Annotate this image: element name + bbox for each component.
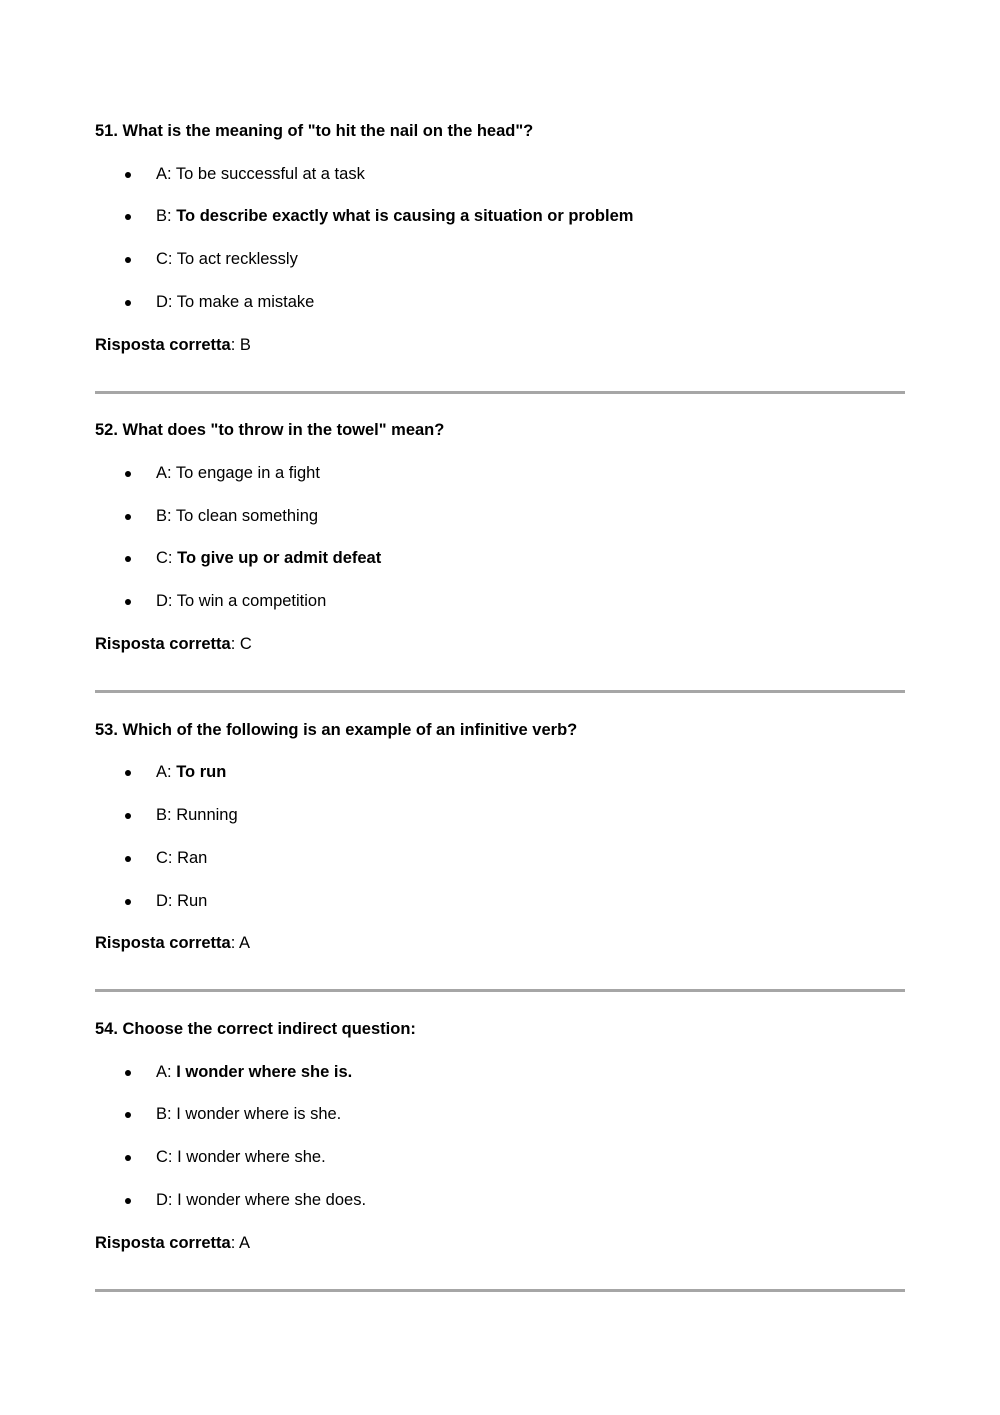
option-prefix: C: [156,549,178,567]
option-prefix: C: [156,1148,178,1166]
option-prefix: C: [156,849,178,867]
answer-separator: : [230,336,240,354]
divider [95,690,905,693]
bullet-icon [125,813,131,819]
answer-separator: : [230,934,239,952]
option-text: To be successful at a task [175,165,365,183]
option-text: To win a competition [176,592,327,610]
bullet-icon [125,1198,131,1204]
option-prefix: D: [156,1191,178,1209]
option-prefix: B: [156,1105,177,1123]
bullet-icon [125,214,131,220]
option-text: Ran [177,849,208,867]
answer-value: A [238,934,250,952]
option-text: I wonder where she. [177,1148,326,1166]
bullet-icon [125,599,131,605]
option-text-correct: To give up or admit defeat [177,549,382,567]
option-prefix: D: [156,592,177,610]
option-text-correct: To run [176,763,227,781]
answer-label: Risposta corretta [95,635,231,653]
correct-answer [95,933,250,953]
question-title: 53. Which of the following is an example of an infinitive verb? [95,721,578,739]
bullet-icon [125,172,131,178]
bullet-icon [125,471,131,477]
correct-answer [95,634,252,654]
answer-value: C [239,635,252,653]
question-title: 54. Choose the correct indirect question: [95,1020,416,1038]
bullet-icon [125,770,131,776]
option-text-correct: I wonder where she is. [176,1063,353,1081]
option-text: To act recklessly [176,250,298,268]
option-prefix: B: [156,507,176,525]
bullet-icon [125,514,131,520]
option-text-correct: To describe exactly what is causing a situation or problem [176,207,634,225]
option-prefix: A: [156,464,176,482]
bullet-icon [125,1155,131,1161]
option-prefix: B: [156,806,177,824]
option-prefix: A: [156,763,177,781]
option-text: I wonder where is she. [176,1105,342,1123]
bullet-icon [125,257,131,263]
answer-separator: : [230,635,240,653]
bullet-icon [125,1070,131,1076]
answer-separator: : [230,1234,239,1252]
bullet-icon [125,1112,131,1118]
answer-label: Risposta corretta [95,934,231,952]
option-text: I wonder where she does. [177,1191,367,1209]
option-prefix: A: [156,165,176,183]
question-title: 52. What does "to throw in the towel" mean? [95,421,445,439]
correct-answer [95,1233,250,1253]
answer-value: A [238,1234,250,1252]
option-prefix: C: [156,250,177,268]
correct-answer [95,335,251,355]
divider [95,391,905,394]
option-prefix: A: [156,1063,177,1081]
option-text: Run [177,892,208,910]
option-text: Running [176,806,238,824]
divider [95,1289,905,1292]
question-title: 51. What is the meaning of "to hit the nail on the head"? [95,122,534,140]
option-prefix: D: [156,293,177,311]
answer-label: Risposta corretta [95,336,231,354]
bullet-icon [125,899,131,905]
answer-label: Risposta corretta [95,1234,231,1252]
option-text: To engage in a fight [175,464,320,482]
option-prefix: B: [156,207,177,225]
divider [95,989,905,992]
bullet-icon [125,556,131,562]
bullet-icon [125,300,131,306]
option-text: To make a mistake [176,293,315,311]
answer-value: B [239,336,251,354]
option-prefix: D: [156,892,178,910]
option-text: To clean something [175,507,319,525]
bullet-icon [125,856,131,862]
